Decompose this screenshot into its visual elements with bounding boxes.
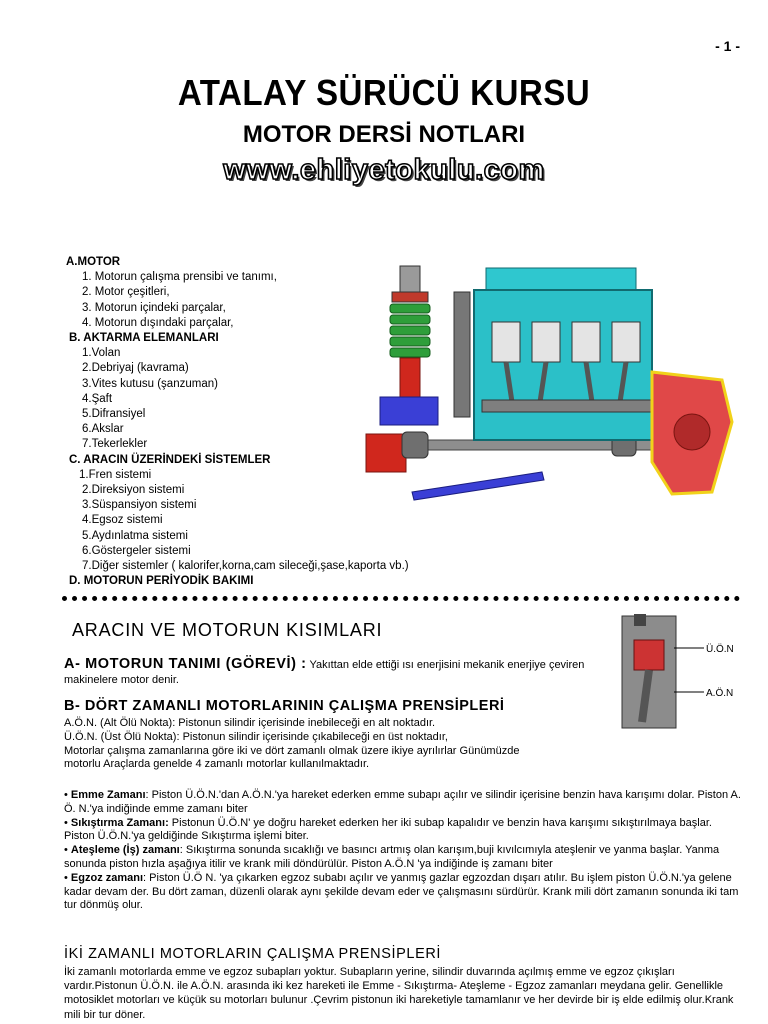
outline-item: 5.Aydınlatma sistemi bbox=[82, 529, 188, 542]
engine-drivetrain-illustration bbox=[362, 262, 738, 522]
stroke-text: : Piston Ü.Ö.N.'dan A.Ö.N.'ya hareket ederken emme subapı açılır ve silindir içerisine benzin hava karışımı dolar. Piston A. Ö. N.'ya indiğinde emme zamanı biter bbox=[64, 789, 741, 815]
two-stroke-body: İki zamanlı motorlarda emme ve egzoz subapları yoktur. Subapların yerine, silindir duvarında açılmış emme ve egzoz çıkışları vardır.Pistonun Ü.Ö.N. ile A.Ö.N. arasında iki kez hareketi ile Emme - Sıkıştırma- Ateşleme - Egzoz zamanları meydana gelir. Genellikle motosiklet motorları ve küçük su motorları bulunur .Çevrim pistonun iki hareketiyle tamamlanır ve her devirde bir iş elde edilmiş olur.Krank mili bir tur döner. bbox=[64, 966, 734, 1021]
page-number: - 1 - bbox=[715, 38, 740, 54]
section-heading: ARACIN VE MOTORUN KISIMLARI bbox=[72, 620, 383, 640]
outline-item: 6.Akslar bbox=[82, 423, 124, 436]
stroke-name: Emme Zamanı bbox=[70, 789, 146, 801]
document-subtitle: MOTOR DERSİ NOTLARI bbox=[242, 121, 526, 148]
stroke-text: : Piston Ü.Ö N. 'ya çıkarken egzoz subabı açılır ve yanmış gazlar egzozdan dışarı atılır. Bu işlem piston Ü.Ö.N.'ya gelene kadar devam der. Bu dört zaman, düzenli olarak aynı şekilde devam eder ve çalışmasını sürdürür. Krank mili dört zamanın sonunda iki tam tur dönmüş olur. bbox=[64, 871, 739, 912]
outline-item: 7.Diğer sistemler ( kalorifer,korna,cam sileceği,şase,kaporta vb.) bbox=[82, 560, 409, 573]
four-stroke-line: A.Ö.N. (Alt Ölü Nokta): Pistonun silindir içerisinde inebileceği en alt noktadır. bbox=[64, 717, 436, 729]
stroke-list bbox=[64, 789, 744, 913]
outline bbox=[66, 255, 409, 589]
four-stroke-line: motorlu Araçlarda genelde 4 zamanlı motorlar kullanılmaktadır. bbox=[64, 758, 370, 771]
four-stroke-line: Ü.Ö.N. (Üst Ölü Nokta): Pistonun silindir içerisinde çıkabileceği en üst noktadır, bbox=[64, 730, 448, 743]
outline-item: 6.Göstergeler sistemi bbox=[82, 544, 191, 557]
outline-item: 5.Difransiyel bbox=[82, 408, 146, 421]
outline-item: 2.Debriyaj (kavrama) bbox=[82, 362, 189, 375]
definition-heading: A- MOTORUN TANIMI (GÖREVİ) : bbox=[64, 656, 307, 672]
stroke-name: Egzoz zamanı bbox=[70, 871, 144, 884]
stroke-text: : Sıkıştırma sonunda sıcaklığı ve basıncı artmış olan karışım,buji kıvılcımıyla ateşlenir ve yanma başlar. Yanma sonunda piston hızla aşağıya itilir ve krank mili döndürülür. Piston A.Ö.N 'ya indiğinde iş zamanı biter bbox=[64, 844, 720, 870]
outline-item: 4.Şaft bbox=[82, 392, 113, 405]
outline-section-d-title: D. MOTORUN PERİYODİK BAKIMI bbox=[69, 575, 254, 588]
definition-text: Yakıttan elde ettiği ısı enerjisini mekanik enerjiye çeviren makinelere motor denir. bbox=[64, 659, 585, 686]
document-title: ATALAY SÜRÜCÜ KURSU bbox=[177, 72, 591, 113]
outline-item: 7.Tekerlekler bbox=[82, 438, 148, 451]
outline-item: 1.Fren sistemi bbox=[79, 468, 152, 481]
stroke-item: • Emme Zamanı: Piston Ü.Ö.N.'dan A.Ö.N.'ya hareket ederken emme subapı açılır ve silindir içerisine benzin hava karışımı dolar. Piston A. Ö. N.'ya indiğinde emme zamanı biter bbox=[64, 789, 741, 815]
stroke-name: Sıkıştırma Zamanı: bbox=[70, 816, 169, 829]
outline-item: 1. Motorun çalışma prensibi ve tanımı, bbox=[82, 271, 277, 284]
section-divider bbox=[62, 596, 740, 601]
stroke-text: Pistonun Ü.Ö.N' ye doğru hareket ederken her iki subap kapalıdır ve benzin hava karışımı sıkıştırılmaya başlar. Piston Ü.Ö.N.'ya geldiğinde Sıkıştırma işlemi biter. bbox=[64, 816, 712, 843]
motor-definition bbox=[64, 657, 624, 688]
stroke-item: • Ateşleme (İş) zamanı: Sıkıştırma sonunda sıcaklığı ve basıncı artmış olan karışım,buji kıvılcımıyla ateşlenir ve yanma başlar. Yanma sonunda piston hızla aşağıya itilir ve krank mili döndürülür. Piston A.Ö.N 'ya indiğinde iş zamanı biter bbox=[64, 844, 720, 870]
outline-item: 2.Direksiyon sistemi bbox=[82, 484, 185, 497]
four-stroke-title: B- DÖRT ZAMANLI MOTORLARININ ÇALIŞMA PRENSİPLERİ bbox=[64, 698, 505, 714]
outline-item: 1.Volan bbox=[82, 347, 121, 360]
four-stroke-line: Motorlar çalışma zamanlarına göre iki ve dört zamanlı olmak üzere ikiye ayrılırlar Günümüzde bbox=[64, 744, 520, 757]
outline-section-a-title: A.MOTOR bbox=[66, 256, 121, 268]
stroke-name: Ateşleme (İş) zamanı bbox=[70, 844, 180, 857]
piston-illustration bbox=[612, 612, 762, 734]
label-aon: A.Ö.N bbox=[706, 688, 734, 699]
outline-item: 3.Vites kutusu (şanzuman) bbox=[82, 377, 218, 390]
website-url: www.ehliyetokulu.com bbox=[223, 154, 545, 186]
outline-item: 4. Motorun dışındaki parçalar, bbox=[82, 316, 234, 329]
outline-item: 3.Süspansiyon sistemi bbox=[82, 499, 197, 512]
stroke-item: • Sıkıştırma Zamanı: Pistonun Ü.Ö.N' ye doğru hareket ederken her iki subap kapalıdır ve benzin hava karışımı sıkıştırılmaya başlar. Piston Ü.Ö.N.'ya geldiğinde Sıkıştırma işlemi biter. bbox=[64, 816, 712, 843]
two-stroke-title: İKİ ZAMANLI MOTORLARIN ÇALIŞMA PRENSİPLERİ bbox=[64, 946, 442, 962]
outline-section-c-title: C. ARACIN ÜZERİNDEKİ SİSTEMLER bbox=[69, 453, 271, 466]
outline-item: 2. Motor çeşitleri, bbox=[82, 286, 170, 299]
four-stroke-body bbox=[64, 717, 624, 772]
outline-item: 3. Motorun içindeki parçalar, bbox=[82, 301, 226, 314]
stroke-item: • Egzoz zamanı: Piston Ü.Ö N. 'ya çıkarken egzoz subabı açılır ve yanmış gazlar egzozdan dışarı atılır. Bu işlem piston Ü.Ö.N.'ya gelene kadar devam der. Bu dört zaman, düzenli olarak aynı şekilde devam eder ve çalışmasını sürdürür. Krank mili dört zamanın sonunda iki tam tur dönmüş olur. bbox=[64, 871, 739, 912]
label-uon: Ü.Ö.N bbox=[706, 644, 734, 655]
outline-section-b-title: B. AKTARMA ELEMANLARI bbox=[69, 332, 219, 345]
outline-item: 4.Egsoz sistemi bbox=[82, 514, 163, 527]
